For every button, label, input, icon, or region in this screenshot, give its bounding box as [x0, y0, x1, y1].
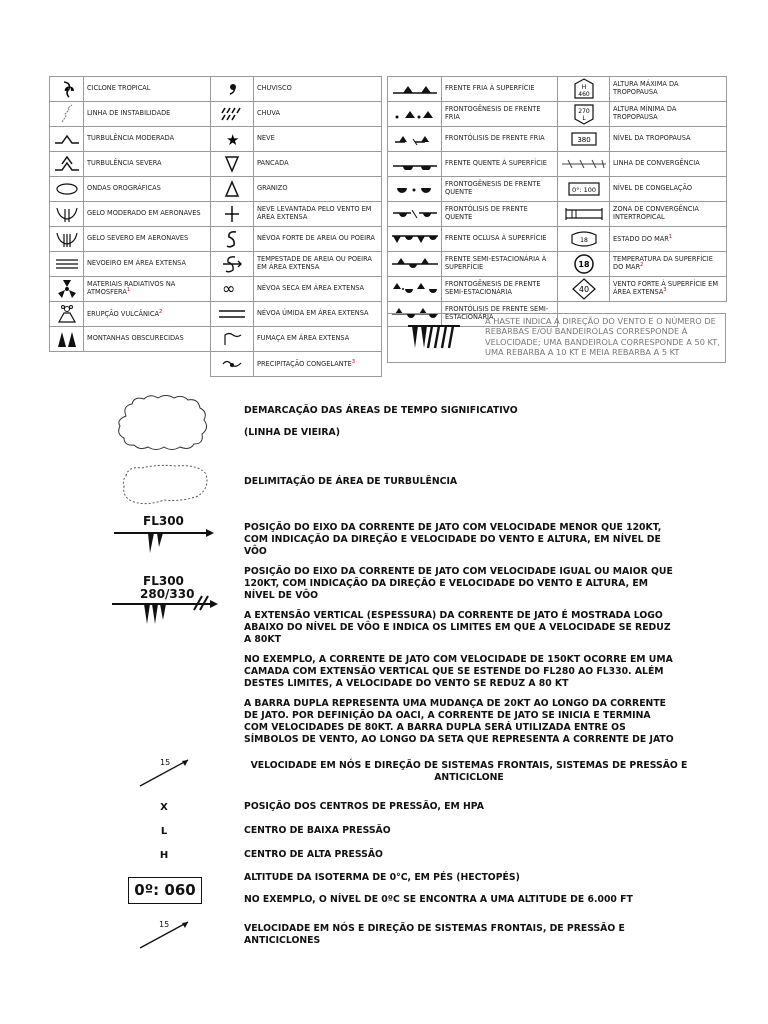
- shower-icon: [222, 155, 242, 173]
- wind-barb-icon: [406, 322, 464, 352]
- legend-label: NÍVEL DE CONGELAÇÃO: [610, 177, 727, 202]
- moderate-icing-icon: [54, 205, 80, 223]
- jet1-flight-level: FL300: [143, 514, 184, 528]
- stationary-frontogenesis-icon: [391, 283, 439, 295]
- svg-text:18: 18: [579, 237, 588, 244]
- legend-table-2: [210, 76, 382, 377]
- speed-direction-desc-2: VELOCIDADE EM NÓS E DIREÇÃO DE SISTEMAS FRONTAIS, DE PRESSÃO E ANTICICLONES: [244, 923, 625, 947]
- footnote-marker: 1: [126, 287, 131, 294]
- legend-label: ALTURA MÍNIMA DA TROPOPAUSA: [610, 102, 727, 127]
- legend-row: [211, 77, 382, 102]
- legend-label: NÉVOA FORTE DE AREIA OU POEIRA: [254, 227, 382, 252]
- legend-row: [50, 177, 211, 202]
- jet2-flight-level: FL300: [143, 574, 184, 588]
- rain-icon: [218, 106, 246, 122]
- double-bar-desc: A BARRA DUPLA REPRESENTA UMA MUDANÇA DE 20KT AO LONGO DA CORRENTE DE JATO. POR DEFINIÇÃO DA OACI, A CORRENTE DE JATO SE INICIA E TERMINA COM VELOCIDADES DE 80KT. A BARRA DUPLA SERÁ UTILIZADA ENTRE OS SÍMBOLOS DE VENTO, AO LONGO DA SETA QUE REPRESENTA A CORRENTE DE JATO: [244, 698, 674, 746]
- speed-direction-arrow-icon: [136, 918, 192, 952]
- squall-line-icon: [57, 104, 77, 124]
- footnote-marker: 1: [668, 233, 673, 240]
- legend-row: [50, 127, 211, 152]
- warm-frontogenesis-icon: [391, 183, 439, 195]
- freezing-level-icon: [567, 181, 601, 197]
- mountain-waves-icon: [54, 182, 80, 196]
- svg-text:380: 380: [576, 136, 591, 144]
- legend-label-text: VENTO FORTE À SUPERFÍCIE EM ÁREA EXTENSA: [613, 279, 719, 297]
- jet2-vertical-extent: 280/330: [140, 587, 195, 601]
- drizzle-icon: [222, 80, 242, 98]
- warm-front-icon: [391, 158, 439, 170]
- legend-label-text: FRENTE SEMI-ESTACIONÁRIA À SUPERFÍCIE: [445, 255, 547, 271]
- severe-turbulence-icon: [54, 156, 80, 172]
- legend-label: FRENTE FRIA À SUPERFÍCIE: [442, 77, 558, 102]
- legend-label-text: ESTADO DO MAR: [613, 234, 669, 243]
- legend-label: GELO SEVERO EM AERONAVES: [84, 227, 211, 252]
- legend-label: [254, 352, 382, 377]
- high-pressure-symbol: H: [159, 850, 169, 861]
- legend-row: [211, 227, 382, 252]
- speed-value-2: 15: [159, 920, 170, 929]
- cold-frontolysis-icon: [391, 133, 439, 145]
- scalloped-line-desc: DEMARCAÇÃO DAS ÁREAS DE TEMPO SIGNIFICATIVO: [244, 405, 518, 416]
- legend-label-text: PRECIPITAÇÃO CONGELANTE: [257, 359, 352, 368]
- legend-label: FRENTE QUENTE À SUPERFÍCIE: [442, 152, 558, 177]
- wind-note-text: A HASTE INDICA A DIREÇÃO DO VENTO E O NÚMERO DE REBARBAS E/OU BANDEIROLAS CORRESPONDE À VELOCIDADE; UMA BANDEIROLA CORRESPONDE A 50 KT, UMA REBARBA A 10 KT E MEIA REBARBA A 5 KT: [485, 316, 720, 358]
- legend-label: ALTURA MÁXIMA DA TROPOPAUSA: [610, 77, 727, 102]
- legend-row: [558, 277, 727, 302]
- legend-label: NÉVOA ÚMIDA EM ÁREA EXTENSA: [254, 302, 382, 327]
- legend-label: NEVE LEVANTADA PELO VENTO EM ÁREA EXTENSA: [254, 202, 382, 227]
- legend-label: NEVE: [254, 127, 382, 152]
- turbulence-area-desc: DELIMITAÇÃO DE ÁREA DE TURBULÊNCIA: [244, 476, 458, 487]
- tropical-cyclone-icon: [57, 79, 77, 99]
- high-pressure-desc: CENTRO DE ALTA PRESSÃO: [244, 849, 383, 860]
- low-pressure-desc: CENTRO DE BAIXA PRESSÃO: [244, 825, 391, 836]
- legend-label: FRONTOGÊNESIS DE FRENTE QUENTE: [442, 177, 558, 202]
- isotherm-example-desc: NO EXEMPLO, O NÍVEL DE 0ºC SE ENCONTRA A UMA ALTITUDE DE 6.000 FT: [244, 894, 633, 905]
- svg-text:∞: ∞: [222, 282, 236, 296]
- legend-row: [388, 202, 558, 227]
- legend-row: [211, 327, 382, 352]
- legend-label: FRONTÓLISIS DE FRENTE QUENTE: [442, 202, 558, 227]
- tropopause-low-icon: [572, 103, 596, 125]
- scalloped-line-subdesc: (LINHA DE VIEIRA): [244, 427, 340, 438]
- isotherm-box: 0º: 060: [128, 877, 202, 904]
- jet-below-120-desc: POSIÇÃO DO EIXO DA CORRENTE DE JATO COM VELOCIDADE MENOR QUE 120KT, COM INDICAÇÃO DA DIREÇÃO E VELOCIDADE DO VENTO E ALTURA, EM NÍVEL DE VÔO: [244, 522, 662, 558]
- legend-row: [211, 352, 382, 377]
- legend-label: [442, 252, 558, 277]
- legend-table-4: [557, 76, 727, 302]
- legend-label: [84, 302, 211, 327]
- legend-row: [50, 102, 211, 127]
- legend-label: [610, 227, 727, 252]
- turbulence-area-icon: [118, 462, 210, 508]
- legend-row: [558, 252, 727, 277]
- legend-label: ONDAS OROGRÁFICAS: [84, 177, 211, 202]
- jet-stream-double-bar-icon: [110, 594, 222, 628]
- legend-table-3: [387, 76, 558, 327]
- legend-label: MONTANHAS OBSCURECIDAS: [84, 327, 211, 352]
- svg-text:18: 18: [577, 260, 590, 269]
- speed-direction-arrow-icon: [136, 756, 192, 790]
- snow-icon: [222, 130, 242, 148]
- legend-row: [558, 152, 727, 177]
- svg-text:270: 270: [577, 108, 590, 115]
- legend-label: TURBULÊNCIA MODERADA: [84, 127, 211, 152]
- occluded-front-icon: [391, 233, 439, 245]
- legend-row: [50, 227, 211, 252]
- speed-direction-desc-1: VELOCIDADE EM NÓS E DIREÇÃO DE SISTEMAS FRONTAIS, SISTEMAS DE PRESSÃO E ANTICICLONE: [250, 760, 688, 784]
- legend-row: [388, 127, 558, 152]
- blowing-snow-icon: [222, 204, 242, 224]
- legend-label: FRONTÓLISIS DE FRENTE FRIA: [442, 127, 558, 152]
- legend-row: [211, 277, 382, 302]
- legend-label: [84, 277, 211, 302]
- legend-label-text: MATERIAIS RADIATIVOS NA ATMOSFERA: [87, 279, 176, 297]
- legend-label: TURBULÊNCIA SEVERA: [84, 152, 211, 177]
- svg-text:★: ★: [226, 131, 240, 148]
- legend-row: [50, 77, 211, 102]
- strong-surface-wind-icon: [572, 278, 596, 300]
- legend-row: [388, 102, 558, 127]
- svg-text:40: 40: [578, 285, 589, 294]
- scalloped-cloud-icon: [114, 394, 212, 452]
- cold-frontogenesis-icon: [391, 108, 439, 120]
- legend-row: [211, 127, 382, 152]
- legend-row: [50, 302, 211, 327]
- low-pressure-symbol: L: [160, 826, 168, 837]
- pressure-center-desc: POSIÇÃO DOS CENTROS DE PRESSÃO, EM HPA: [244, 801, 484, 812]
- sea-temperature-icon: [573, 253, 595, 275]
- footnote-marker: 3: [663, 287, 667, 294]
- legend-row: [388, 277, 558, 302]
- legend-label: NEVOEIRO EM ÁREA EXTENSA: [84, 252, 211, 277]
- legend-row: [211, 252, 382, 277]
- freezing-precipitation-icon: [221, 357, 243, 371]
- legend-label: [610, 252, 727, 277]
- pressure-center-symbol: X: [160, 802, 168, 813]
- footnote-marker: 2: [158, 308, 163, 315]
- legend-row: [50, 152, 211, 177]
- legend-table-1: [49, 76, 211, 352]
- legend-row: [558, 177, 727, 202]
- legend-row: [211, 152, 382, 177]
- legend-label: LINHA DE CONVERGÊNCIA: [610, 152, 727, 177]
- hail-icon: [222, 180, 242, 198]
- warm-frontolysis-icon: [391, 208, 439, 220]
- svg-text:ᴖ: ᴖ: [63, 80, 75, 99]
- sea-state-icon: [569, 231, 599, 247]
- sand-dust-haze-icon: [222, 229, 242, 249]
- haze-icon: [220, 282, 244, 296]
- radioactive-icon: [56, 279, 78, 299]
- cold-front-icon: [391, 83, 439, 95]
- legend-row: [558, 227, 727, 252]
- legend-row: [211, 202, 382, 227]
- legend-label: FRONTOGÊNESIS DE FRENTE FRIA: [442, 102, 558, 127]
- mist-icon: [218, 308, 246, 320]
- legend-row: [211, 102, 382, 127]
- legend-row: [50, 277, 211, 302]
- legend-label: PANCADA: [254, 152, 382, 177]
- legend-label-text: TEMPERATURA DA SUPERFÍCIE DO MAR: [613, 254, 713, 272]
- svg-text:L: L: [581, 115, 586, 122]
- legend-label: FRONTOGÊNESIS DE FRENTE SEMI-ESTACIONÁRIA: [442, 277, 558, 302]
- legend-label: FUMAÇA EM ÁREA EXTENSA: [254, 327, 382, 352]
- legend-row: [388, 227, 558, 252]
- legend-row: [558, 102, 727, 127]
- legend-row: [211, 302, 382, 327]
- legend-row: [50, 252, 211, 277]
- legend-label: CHUVA: [254, 102, 382, 127]
- legend-row: [388, 152, 558, 177]
- legend-row: [558, 127, 727, 152]
- legend-label: NÍVEL DA TROPOPAUSA: [610, 127, 727, 152]
- moderate-turbulence-icon: [54, 132, 80, 146]
- legend-row: [558, 77, 727, 102]
- tropopause-level-icon: [570, 131, 598, 147]
- legend-label: [610, 277, 727, 302]
- legend-row: [211, 177, 382, 202]
- speed-value-1: 15: [160, 758, 171, 767]
- severe-icing-icon: [54, 230, 80, 248]
- volcanic-eruption-icon: [56, 304, 78, 324]
- legend-label: CICLONE TROPICAL: [84, 77, 211, 102]
- legend-label: LINHA DE INSTABILIDADE: [84, 102, 211, 127]
- legend-row: [50, 327, 211, 352]
- smoke-icon: [221, 331, 243, 347]
- isotherm-desc: ALTITUDE DA ISOTERMA DE 0°C, EM PÉS (HECTOPÉS): [244, 872, 520, 883]
- legend-label: TEMPESTADE DE AREIA OU POEIRA EM ÁREA EXTENSA: [254, 252, 382, 277]
- svg-text:460: 460: [577, 91, 590, 98]
- svg-text:H: H: [581, 84, 586, 91]
- legend-label: GELO MODERADO EM AERONAVES: [84, 202, 211, 227]
- footnote-marker: 2: [640, 262, 644, 269]
- jet-stream-arrow-icon: [112, 527, 216, 557]
- mountain-obscuration-icon: [55, 330, 79, 348]
- legend-label: FRONTÓLISIS DE FRENTE SEMI-ESTACIONÁRIA: [442, 302, 558, 327]
- legend-label: CHUVISCO: [254, 77, 382, 102]
- legend-label: FRENTE OCLUSA À SUPERFÍCIE: [442, 227, 558, 252]
- legend-row: [388, 177, 558, 202]
- legend-label-text: ERUPÇÃO VULCÂNICA: [87, 309, 159, 318]
- legend-row: [388, 77, 558, 102]
- legend-label: GRANIZO: [254, 177, 382, 202]
- legend-row: [558, 202, 727, 227]
- legend-label: NÉVOA SECA EM ÁREA EXTENSA: [254, 277, 382, 302]
- widespread-fog-icon: [54, 257, 80, 271]
- svg-text:0°: 100: 0°: 100: [571, 186, 596, 194]
- stationary-front-icon: [391, 258, 439, 270]
- legend-row: [50, 202, 211, 227]
- sandstorm-icon: [220, 254, 244, 274]
- wind-barb-note: [387, 313, 726, 363]
- jet-example-desc: NO EXEMPLO, A CORRENTE DE JATO COM VELOCIDADE DE 150KT OCORRE EM UMA CAMADA COM EXTENSÃO VERTICAL QUE SE ESTENDE DO FL280 AO FL330. ALÉM DESTES LIMITES, A VELOCIDADE DO VENTO SE REDUZ A 80 KT: [244, 654, 673, 690]
- convergence-line-icon: [560, 158, 608, 170]
- jet-above-120-desc: POSIÇÃO DO EIXO DA CORRENTE DE JATO COM VELOCIDADE IGUAL OU MAIOR QUE 120KT, COM INDICAÇÃO DA DIREÇÃO E VELOCIDADE DO VENTO E ALTURA, EM NÍVEL DE VÔO: [244, 566, 673, 602]
- jet-vertical-extent-desc: A EXTENSÃO VERTICAL (ESPESSURA) DA CORRENTE DE JATO É MOSTRADA LOGO ABAIXO DO NÍVEL DE VÔO E INDICA OS LIMITES EM QUE A VELOCIDADE SE REDUZ A 80KT: [244, 610, 671, 646]
- legend-label: ZONA DE CONVERGÊNCIA INTERTROPICAL: [610, 202, 727, 227]
- footnote-marker: 3: [351, 358, 356, 365]
- tropopause-high-icon: [572, 78, 596, 100]
- itcz-icon: [562, 206, 606, 222]
- legend-row: [388, 252, 558, 277]
